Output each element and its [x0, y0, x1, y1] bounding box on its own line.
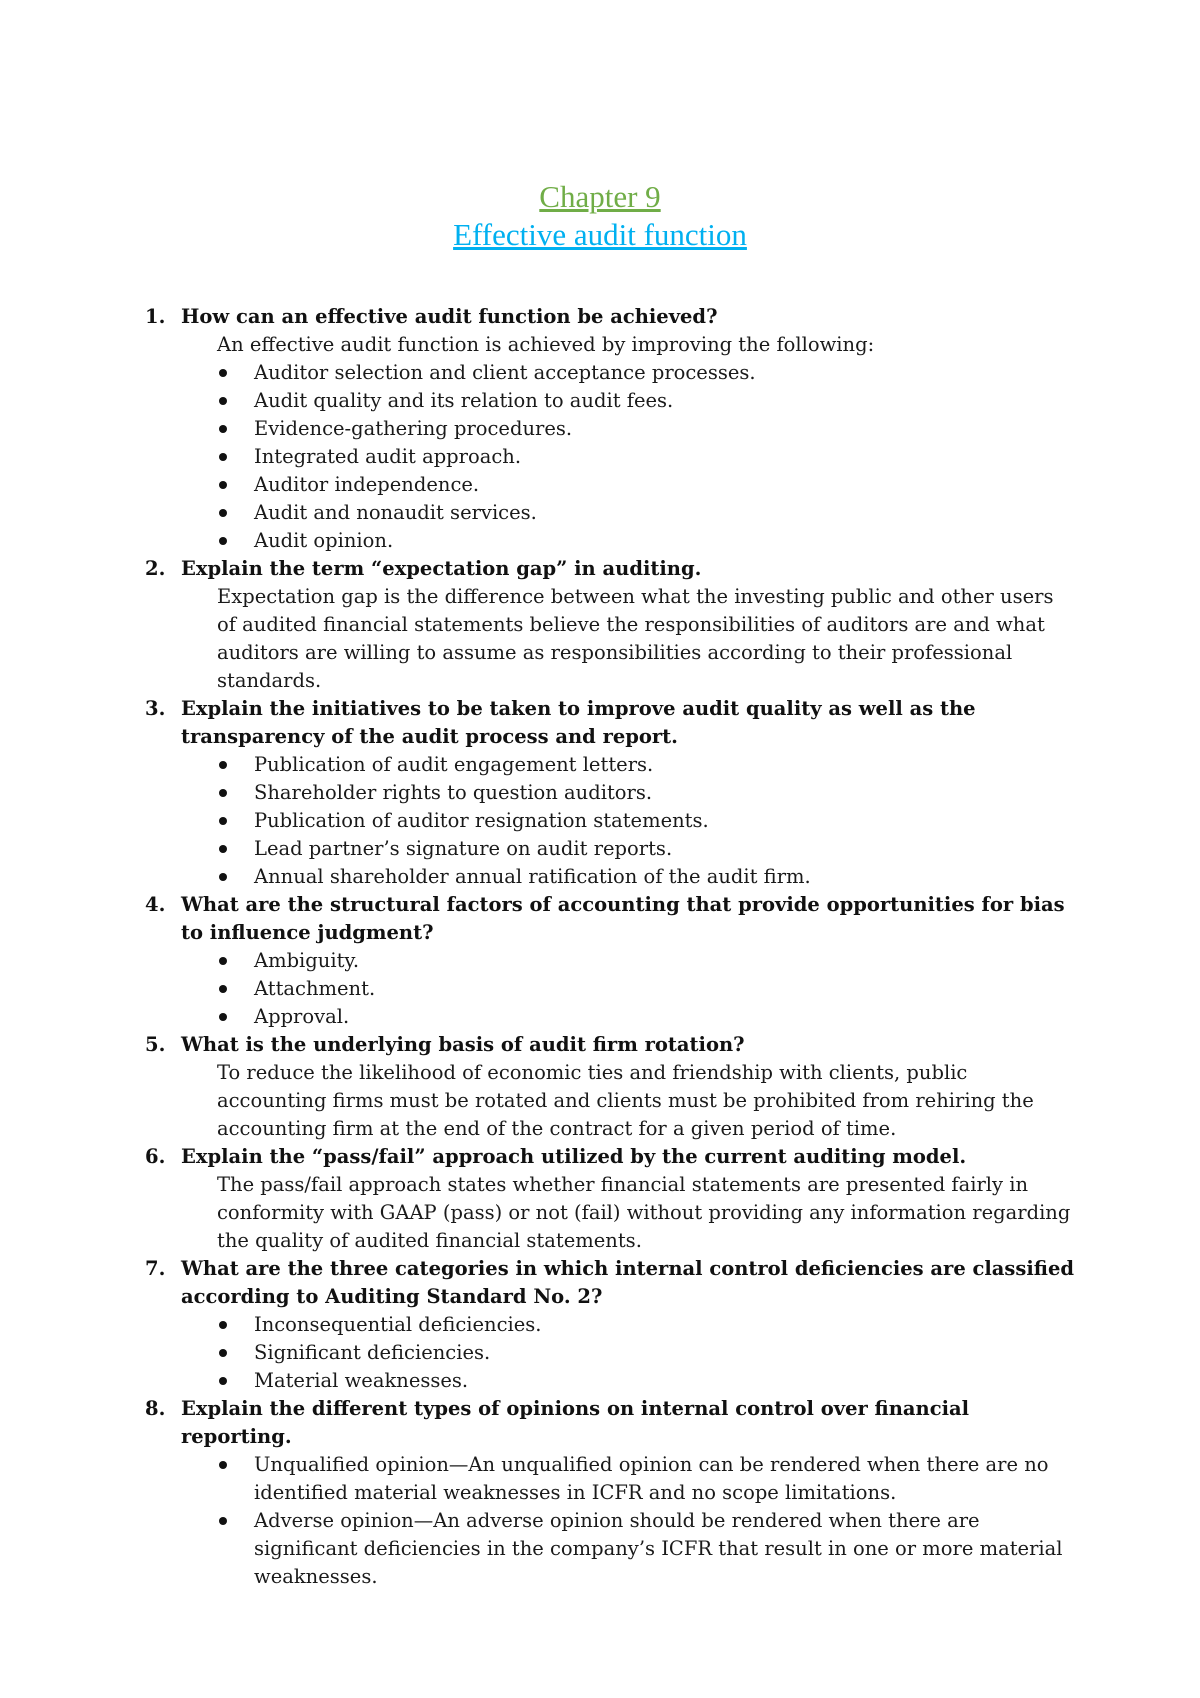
list-item	[145, 835, 1075, 863]
question-heading	[145, 1255, 1075, 1311]
list-item-text: Shareholder rights to question auditors.	[254, 781, 653, 804]
question-heading	[145, 1395, 1075, 1451]
bullet-icon	[219, 397, 227, 405]
list-item-text: Inconsequential deficiencies.	[254, 1313, 542, 1336]
question-text: Explain the initiatives to be taken to improve audit quality as well as the transparency of the audit process and report.	[181, 697, 976, 748]
list-item-text: Audit and nonaudit services.	[254, 501, 537, 524]
question-block	[145, 555, 1075, 695]
question-text: What are the structural factors of accounting that provide opportunities for bias to influence judgment?	[181, 893, 1065, 944]
question-number: 1.	[145, 305, 166, 328]
question-text: Explain the different types of opinions on internal control over financial reporting.	[181, 1397, 970, 1448]
list-item	[145, 947, 1075, 975]
question-heading	[145, 1031, 1075, 1059]
question-block	[145, 1143, 1075, 1255]
bullet-icon	[219, 369, 227, 377]
bullet-icon	[219, 1321, 227, 1329]
bullet-icon	[219, 1517, 227, 1525]
bullet-icon	[219, 1013, 227, 1021]
list-item-text: Annual shareholder annual ratification of the audit firm.	[254, 865, 811, 888]
question-heading	[145, 303, 1075, 331]
answer-text: The pass/fail approach states whether financial statements are presented fairly in conformity with GAAP (pass) or not (fail) without providing any information regarding the quality of audited financial statements.	[217, 1173, 1071, 1252]
list-item	[145, 1367, 1075, 1395]
bullet-icon	[219, 845, 227, 853]
title-block	[0, 178, 1200, 254]
bullet-icon	[219, 481, 227, 489]
bullet-icon	[219, 817, 227, 825]
list-item-text: Auditor independence.	[254, 473, 480, 496]
chapter-subtitle: Effective audit function	[453, 217, 747, 252]
question-number: 2.	[145, 557, 166, 580]
question-number: 5.	[145, 1033, 166, 1056]
answer-text: An effective audit function is achieved by improving the following:	[217, 333, 875, 356]
question-block	[145, 1255, 1075, 1395]
question-heading	[145, 1143, 1075, 1171]
list-item-text: Attachment.	[254, 977, 376, 1000]
list-item	[145, 1451, 1075, 1507]
list-item-text: Lead partner’s signature on audit reports.	[254, 837, 673, 860]
bullet-icon	[219, 957, 227, 965]
bullet-list	[145, 947, 1075, 1031]
bullet-icon	[219, 1377, 227, 1385]
list-item-text: Evidence-gathering procedures.	[254, 417, 573, 440]
question-number: 6.	[145, 1145, 166, 1168]
list-item-text: Audit opinion.	[254, 529, 394, 552]
bullet-icon	[219, 1461, 227, 1469]
question-text: How can an effective audit function be achieved?	[181, 305, 718, 328]
list-item	[145, 1339, 1075, 1367]
bullet-icon	[219, 1349, 227, 1357]
question-number: 7.	[145, 1257, 166, 1280]
list-item	[145, 1311, 1075, 1339]
question-list	[145, 303, 1075, 1591]
list-item-text: Publication of auditor resignation statements.	[254, 809, 709, 832]
list-item-text: Unqualified opinion—An unqualified opinion can be rendered when there are no identified material weaknesses in ICFR and no scope limitations.	[254, 1453, 1049, 1504]
chapter-title: Chapter 9	[539, 179, 661, 214]
question-number: 3.	[145, 697, 166, 720]
bullet-icon	[219, 453, 227, 461]
question-number: 4.	[145, 893, 166, 916]
list-item-text: Auditor selection and client acceptance processes.	[254, 361, 756, 384]
list-item	[145, 807, 1075, 835]
list-item-text: Ambiguity.	[254, 949, 360, 972]
bullet-list	[145, 751, 1075, 891]
list-item-text: Significant deficiencies.	[254, 1341, 491, 1364]
list-item	[145, 387, 1075, 415]
list-item	[145, 499, 1075, 527]
bullet-icon	[219, 985, 227, 993]
list-item	[145, 527, 1075, 555]
question-heading	[145, 695, 1075, 751]
list-item	[145, 1507, 1075, 1591]
bullet-list	[145, 1451, 1075, 1591]
bullet-list	[145, 359, 1075, 555]
list-item	[145, 863, 1075, 891]
list-item	[145, 359, 1075, 387]
list-item	[145, 751, 1075, 779]
list-item	[145, 471, 1075, 499]
bullet-icon	[219, 789, 227, 797]
bullet-icon	[219, 509, 227, 517]
list-item	[145, 415, 1075, 443]
list-item-text: Material weaknesses.	[254, 1369, 469, 1392]
question-text: What are the three categories in which internal control deficiencies are classified according to Auditing Standard No. 2?	[181, 1257, 1075, 1308]
bullet-icon	[219, 425, 227, 433]
list-item	[145, 443, 1075, 471]
question-text: Explain the term “expectation gap” in auditing.	[181, 557, 702, 580]
list-item-text: Integrated audit approach.	[254, 445, 522, 468]
answer-text: To reduce the likelihood of economic ties and friendship with clients, public accounting firms must be rotated and clients must be prohibited from rehiring the accounting firm at the end of the contract for a given period of time.	[217, 1061, 1034, 1140]
list-item	[145, 1003, 1075, 1031]
question-heading	[145, 555, 1075, 583]
list-item-text: Publication of audit engagement letters.	[254, 753, 654, 776]
question-block	[145, 303, 1075, 555]
question-text: What is the underlying basis of audit firm rotation?	[181, 1033, 745, 1056]
list-item	[145, 779, 1075, 807]
question-text: Explain the “pass/fail” approach utilized by the current auditing model.	[181, 1145, 967, 1168]
question-number: 8.	[145, 1397, 166, 1420]
answer-text: Expectation gap is the difference between what the investing public and other users of audited financial statements believe the responsibilities of auditors are and what auditors are willing to assume as responsibilities according to their professional standards.	[217, 585, 1054, 692]
list-item-text: Adverse opinion—An adverse opinion should be rendered when there are significant deficiencies in the company’s ICFR that result in one or more material weaknesses.	[254, 1509, 1063, 1588]
question-heading	[145, 891, 1075, 947]
question-block	[145, 1031, 1075, 1143]
bullet-list	[145, 1311, 1075, 1395]
list-item-text: Audit quality and its relation to audit fees.	[254, 389, 674, 412]
list-item	[145, 975, 1075, 1003]
bullet-icon	[219, 761, 227, 769]
question-block	[145, 891, 1075, 1031]
question-block	[145, 695, 1075, 891]
bullet-icon	[219, 873, 227, 881]
list-item-text: Approval.	[254, 1005, 350, 1028]
question-block	[145, 1395, 1075, 1591]
bullet-icon	[219, 537, 227, 545]
